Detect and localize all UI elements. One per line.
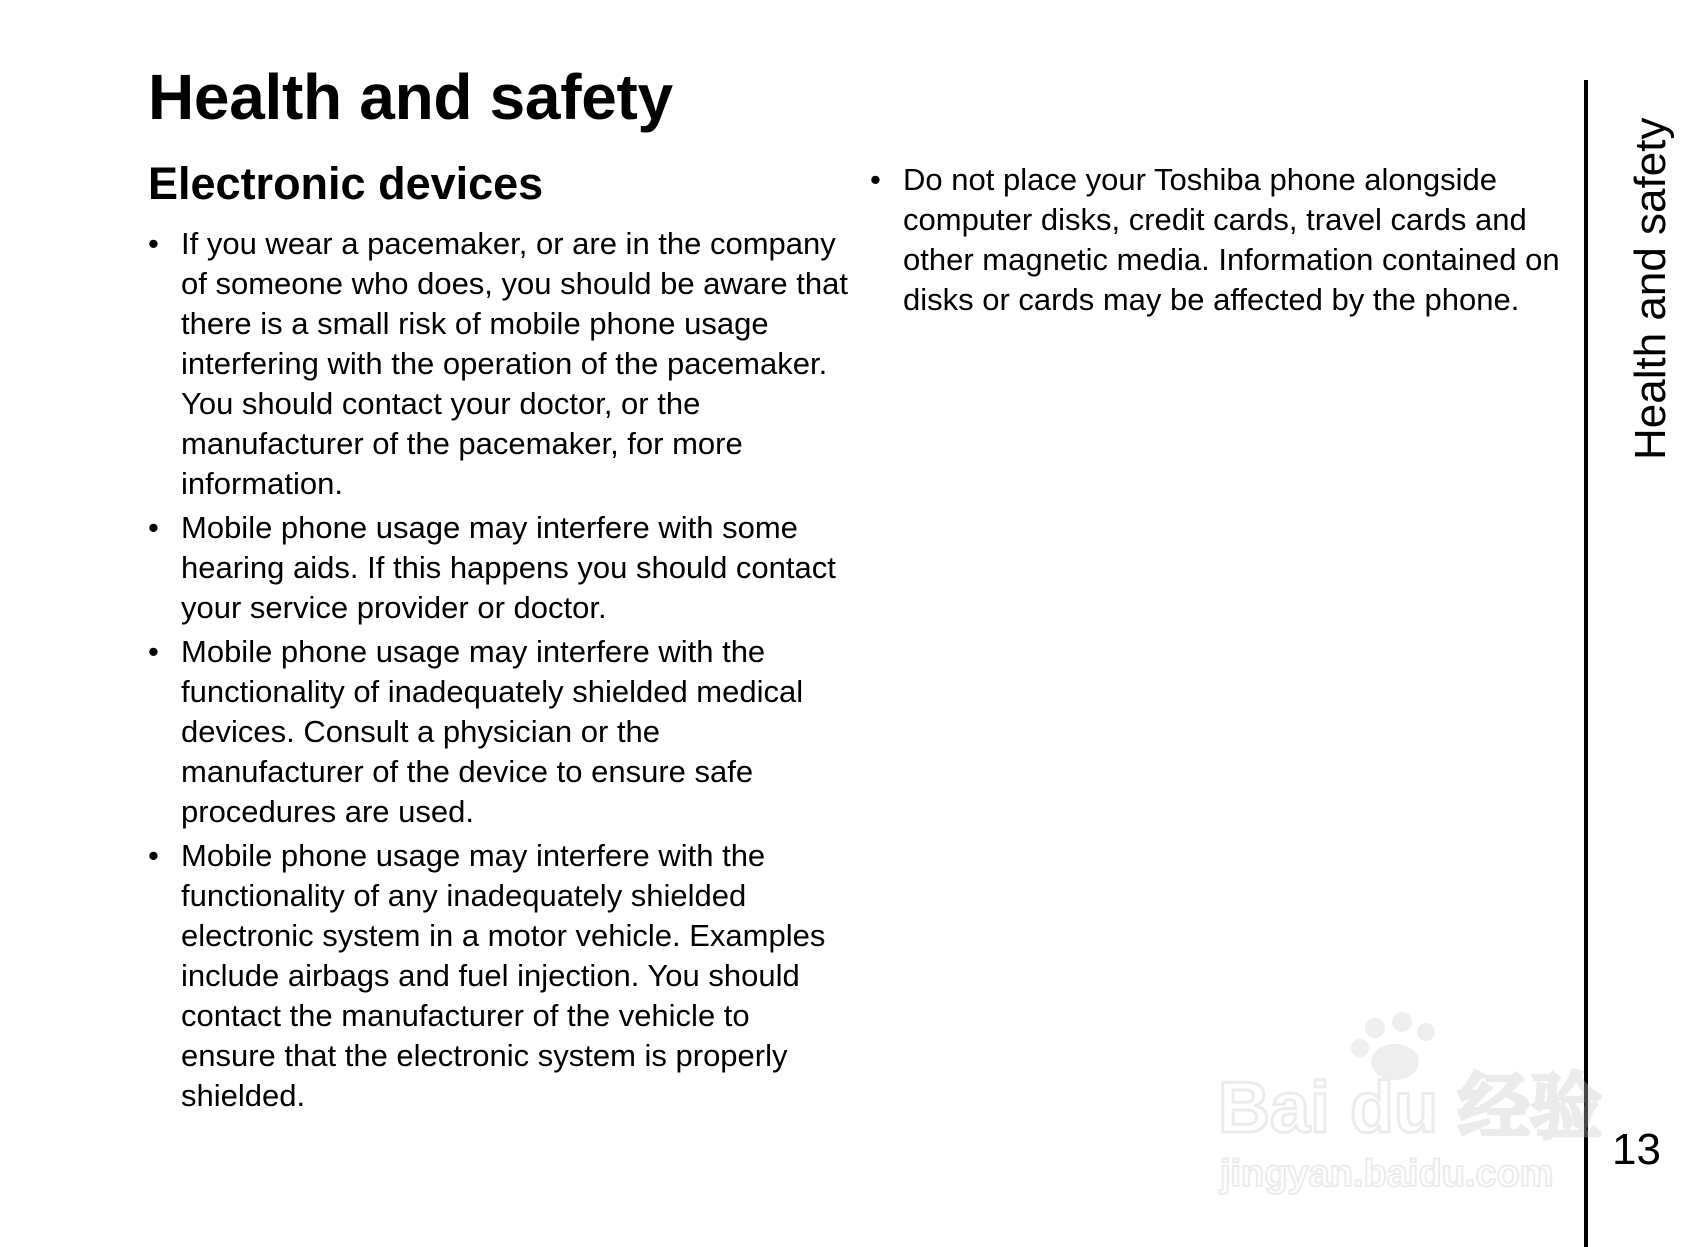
- side-tab: [1627, 80, 1675, 460]
- left-bullet-list: [148, 224, 848, 1120]
- right-bullet-list: [870, 160, 1570, 324]
- bullet-icon: •: [870, 162, 881, 197]
- bullet-icon: •: [148, 634, 159, 669]
- section-heading: Electronic devices: [148, 158, 544, 209]
- list-item: [148, 224, 848, 504]
- bullet-icon: •: [148, 226, 159, 261]
- page-number: 13: [1612, 1125, 1661, 1174]
- watermark-logo-text: Bai du 经验: [1218, 1068, 1603, 1148]
- list-item: [870, 160, 1570, 320]
- bullet-icon: •: [148, 838, 159, 873]
- list-item: [148, 836, 848, 1116]
- bullet-text: Mobile phone usage may interfere with some hearing aids. If this happens you should contact your service provider or doctor.: [181, 510, 836, 625]
- page-title: Health and safety: [148, 61, 673, 133]
- bullet-text: If you wear a pacemaker, or are in the company of someone who does, you should be aware that there is a small risk of mobile phone usage interfering with the operation of the pacemaker. You should contact your doctor, or the manufacturer of the pacemaker, for more information.: [181, 226, 848, 501]
- side-tab-label: Health and safety: [1626, 117, 1675, 460]
- list-item: [148, 508, 848, 628]
- bullet-icon: •: [148, 510, 159, 545]
- watermark-url-text: jingyan.baidu.com: [1220, 1153, 1554, 1195]
- baidu-watermark-logo: [1210, 1000, 1610, 1200]
- bullet-text: Mobile phone usage may interfere with the functionality of inadequately shielded medical devices. Consult a physician or the manufacturer of the device to ensure safe procedures are used.: [181, 634, 804, 829]
- list-item: [148, 632, 848, 832]
- bullet-text: Do not place your Toshiba phone alongside computer disks, credit cards, travel cards and other magnetic media. Information contained on disks or cards may be affected by the phone.: [903, 162, 1560, 317]
- bullet-text: Mobile phone usage may interfere with the functionality of any inadequately shielded electronic system in a motor vehicle. Examples include airbags and fuel injection. You should contact the manufacturer of the vehicle to ensure that the electronic system is properly shielded.: [181, 838, 826, 1113]
